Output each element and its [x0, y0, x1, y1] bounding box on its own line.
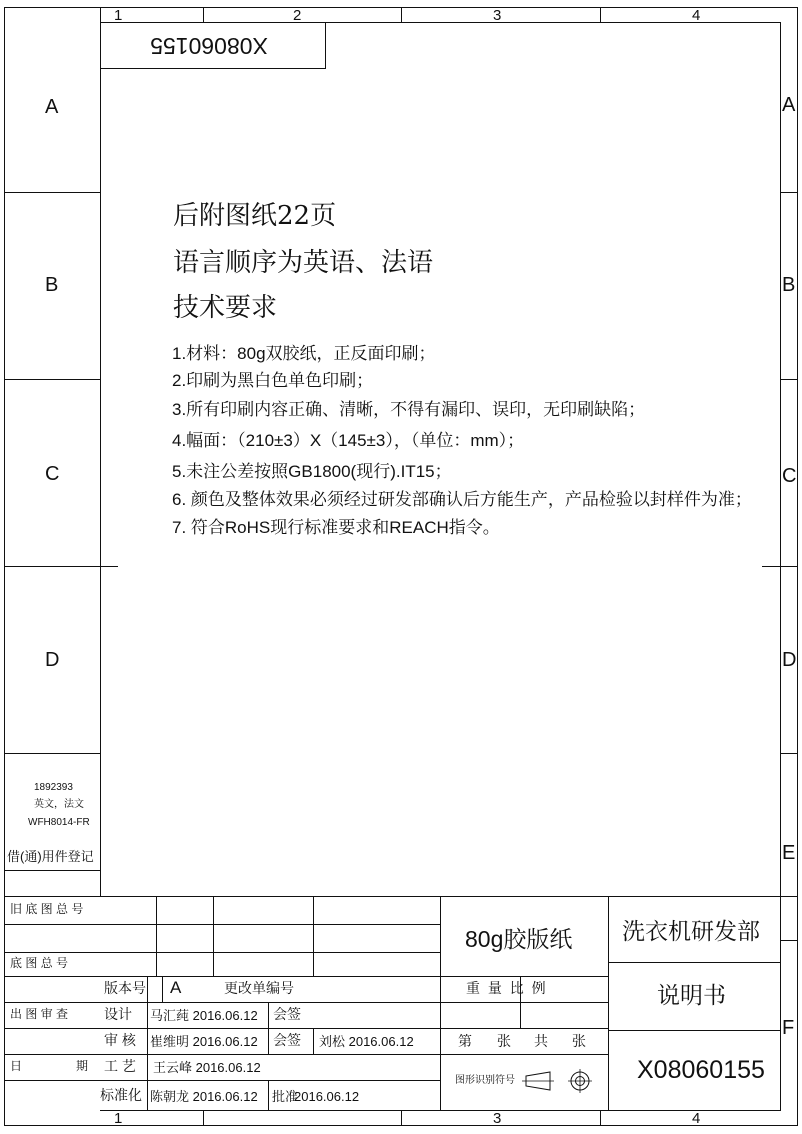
process-person: 王云峰 2016.06.12: [153, 1060, 261, 1075]
left-zone-line: [4, 1028, 100, 1029]
left-zone-line: [4, 952, 100, 953]
inner-frame-left: [100, 7, 101, 896]
column-number: 3: [493, 1110, 502, 1127]
tb-line: [608, 1030, 780, 1031]
tb-line: [100, 1028, 608, 1029]
requirement-item: 6. 颜色及整体效果必须经过研发部确认后方能生产，产品检验以封样件为准；: [172, 490, 752, 509]
column-number: 2: [293, 7, 302, 24]
requirement-item: 7. 符合RoHS现行标准要求和REACH指令。: [172, 518, 500, 537]
tb-vline: [608, 896, 609, 1110]
design-label: 设计: [104, 1006, 132, 1022]
countersign-label: 会签: [273, 1006, 301, 1022]
row-letter: E: [782, 842, 796, 864]
requirement-item: 1.材料：80g双胶纸，正反面印刷；: [172, 344, 436, 363]
requirement-item: 3.所有印刷内容正确、清晰，不得有漏印、误印，无印刷缺陷；: [172, 400, 646, 419]
inner-frame-right: [780, 22, 781, 896]
tb-line: [100, 924, 440, 925]
bottom-zone-tick: [401, 1110, 402, 1125]
row-letter: C: [782, 465, 797, 487]
tb-line: [780, 940, 798, 941]
old-base-label: 旧 底 图 总 号: [10, 902, 84, 916]
sheet-label: 第: [458, 1033, 472, 1049]
weight-ratio-label: 重 量 比 例: [466, 980, 548, 996]
row-letter: C: [45, 463, 60, 485]
doc-type: 说明书: [657, 983, 726, 1009]
body-header-pages: 后附图纸22页: [173, 201, 337, 231]
column-number: 1: [114, 1110, 123, 1127]
department: 洗衣机研发部: [622, 919, 760, 945]
left-zone-line: [4, 896, 100, 897]
sheet-label: 张: [572, 1033, 586, 1049]
left-zone-line: [4, 566, 100, 567]
register-label: 借(通)用件登记: [7, 849, 94, 864]
left-zone-line: [4, 976, 100, 977]
row-letter: B: [782, 274, 796, 296]
tb-line: [100, 952, 440, 953]
tb-vline: [440, 896, 441, 1110]
stamp-code-inverted: X08060155: [150, 33, 268, 59]
standard-label: 标准化: [100, 1087, 142, 1103]
requirement-item: 5.未注公差按照GB1800(现行).IT15；: [172, 462, 452, 481]
right-zone-tick: [780, 379, 797, 380]
reviewer: 崔维明 2016.06.12: [150, 1034, 258, 1049]
column-number: 4: [692, 1110, 701, 1127]
date-label: 日: [10, 1059, 23, 1073]
row-letter: B: [45, 274, 59, 296]
column-number: 4: [692, 7, 701, 24]
left-zone-line: [4, 379, 100, 380]
tb-vline: [268, 1080, 269, 1110]
side-model: WFH8014-FR: [28, 817, 90, 828]
material: 80g胶版纸: [465, 926, 573, 952]
right-zone-tick: [780, 192, 797, 193]
tb-vline: [780, 896, 781, 1110]
left-zone-line: [4, 870, 100, 871]
top-zone-tick: [600, 7, 601, 22]
graphic-symbol-label: 图形识别符号: [455, 1075, 515, 1086]
row-letter: A: [45, 96, 59, 118]
base-label: 底 图 总 号: [10, 956, 69, 970]
row-letter: A: [782, 94, 796, 116]
tb-vline: [213, 896, 214, 976]
countersign-label-2: 会签: [273, 1032, 301, 1048]
tb-vline: [147, 976, 148, 1110]
tb-line: [608, 962, 780, 963]
date-label: 期: [76, 1059, 89, 1073]
bottom-zone-tick: [600, 1110, 601, 1125]
body-header-language: 语言顺序为英语、法语: [173, 248, 434, 278]
left-zone-line: [4, 753, 100, 754]
top-zone-tick: [401, 7, 402, 22]
version-value: A: [170, 978, 182, 997]
requirement-item: 2.印刷为黑白色单色印刷；: [172, 371, 374, 390]
process-label: 工 艺: [104, 1058, 136, 1074]
side-number: 1892393: [34, 782, 73, 793]
frame-bottom-edge: [4, 1125, 798, 1126]
side-languages: 英文，法文: [34, 799, 84, 810]
left-zone-line: [4, 924, 100, 925]
approve-date: 2016.06.12: [294, 1089, 360, 1104]
row-letter: F: [782, 1017, 795, 1039]
drawing-number: X08060155: [637, 1056, 765, 1084]
frame-right-edge: [797, 7, 798, 1126]
bottom-zone-tick: [203, 1110, 204, 1125]
standard-person: 陈朝龙 2016.06.12: [150, 1089, 258, 1104]
tb-vline: [313, 1028, 314, 1054]
tb-vline: [268, 1002, 269, 1054]
column-number: 3: [493, 7, 502, 24]
tb-line: [100, 976, 440, 977]
projection-symbol-icon: [520, 1068, 600, 1094]
column-number: 1: [114, 7, 123, 24]
tb-line: [100, 1080, 440, 1081]
tb-vline: [162, 976, 163, 1002]
tb-line: [100, 1002, 608, 1003]
row-letter: D: [45, 649, 60, 671]
designer: 马汇莼 2016.06.12: [150, 1008, 258, 1023]
tb-vline: [156, 896, 157, 976]
version-label: 版本号: [104, 980, 146, 996]
review-label-tb: 审 核: [104, 1032, 136, 1048]
left-zone-line: [4, 1002, 100, 1003]
tb-line: [100, 1054, 608, 1055]
row-letter: D: [782, 649, 797, 671]
review-label: 出 图 审 查: [10, 1007, 69, 1021]
sheet-label: 共: [534, 1033, 548, 1049]
requirement-item: 4.幅面：（210±3）X（145±3），（单位：mm）；: [172, 431, 525, 450]
top-zone-tick: [203, 7, 204, 22]
change-label: 更改单编号: [224, 980, 294, 996]
left-zone-line: [4, 192, 100, 193]
left-zone-line: [4, 1080, 100, 1081]
tb-line: [440, 976, 608, 977]
right-zone-tick: [762, 566, 797, 567]
body-header-tech: 技术要求: [173, 293, 278, 323]
tb-vline: [313, 896, 314, 976]
center-mark: [100, 566, 118, 567]
countersigner: 刘松 2016.06.12: [319, 1034, 414, 1049]
right-zone-tick: [780, 753, 797, 754]
left-zone-line: [4, 1054, 100, 1055]
sheet-label: 张: [497, 1033, 511, 1049]
title-block-top: [100, 896, 798, 897]
approve-label: 批准: [272, 1089, 299, 1104]
